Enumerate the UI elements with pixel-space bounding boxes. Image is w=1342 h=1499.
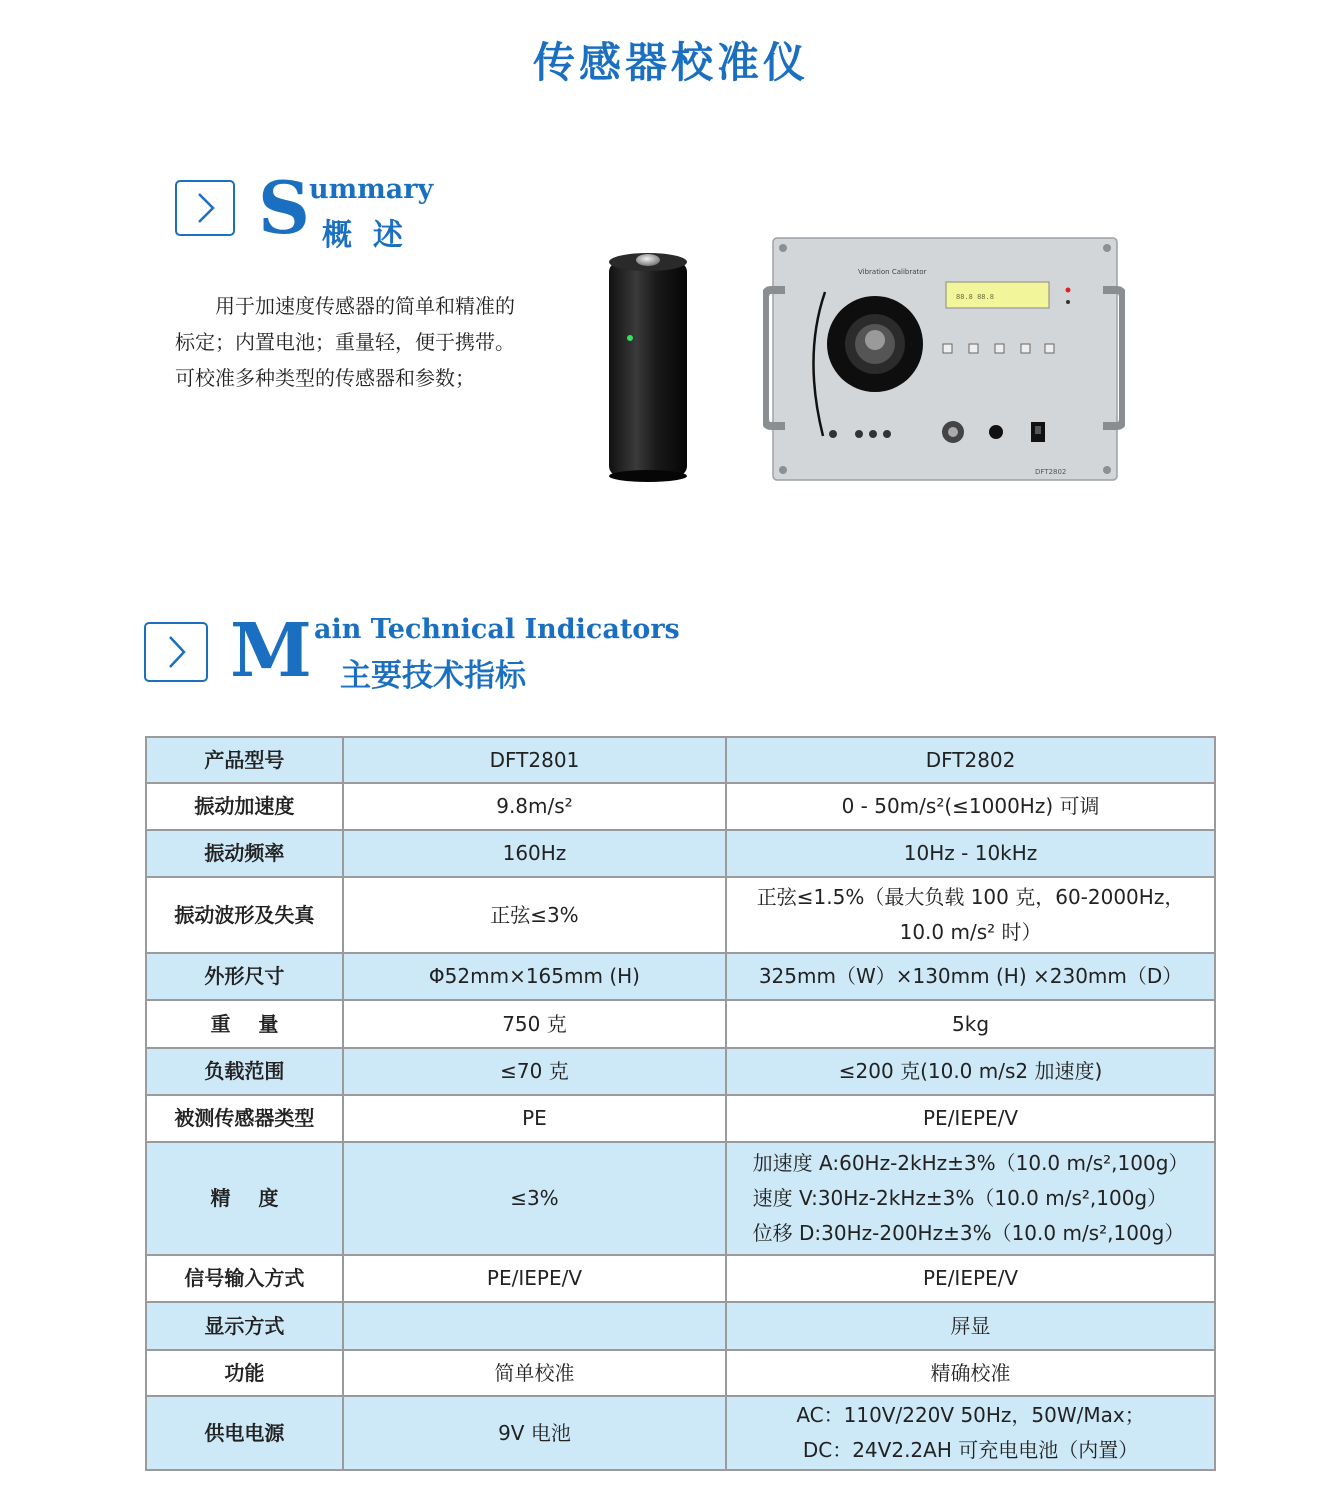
row-label: 负载范围 <box>146 1048 343 1095</box>
panel-title-text: Vibration Calibrator <box>858 268 927 276</box>
dft2802-value: 10Hz - 10kHz <box>726 830 1215 877</box>
table-row <box>146 1000 1215 1048</box>
table-row <box>146 737 1215 783</box>
table-row <box>146 953 1215 1000</box>
dft2802-value <box>726 1142 1215 1255</box>
dft2802-value: 5kg <box>726 1000 1215 1048</box>
dft2801-value: PE/IEPE/V <box>343 1255 726 1302</box>
value-line: DC：24V2.2AH 可充电电池（内置） <box>802 1438 1139 1462</box>
indicators-initial: M <box>230 608 312 694</box>
row-label: 显示方式 <box>146 1302 343 1350</box>
dft2802-value: ≤200 克(10.0 m/s2 加速度) <box>726 1048 1215 1095</box>
dft2801-value <box>343 1302 726 1350</box>
table-row <box>146 1142 1215 1255</box>
indicators-heading-en: ain Technical Indicators <box>314 614 680 645</box>
table-row <box>146 877 1215 953</box>
row-label: 振动加速度 <box>146 783 343 830</box>
row-label: 功能 <box>146 1350 343 1396</box>
value-line: 加速度 A:60Hz-2kHz±3%（10.0 m/s²,100g） <box>752 1151 1189 1175</box>
dft2802-value: 精确校准 <box>726 1350 1215 1396</box>
dft2801-value: DFT2801 <box>343 737 726 783</box>
dft2802-value <box>726 1396 1215 1470</box>
dft2801-value: ≤70 克 <box>343 1048 726 1095</box>
summary-initial: S <box>258 165 310 250</box>
dft2802-value: DFT2802 <box>726 737 1215 783</box>
dft2801-value: Φ52mm×165mm (H) <box>343 953 726 1000</box>
value-line: 10.0 m/s² 时） <box>899 920 1042 944</box>
row-label: 被测传感器类型 <box>146 1095 343 1142</box>
table-row <box>146 783 1215 830</box>
summary-heading-en: ummary <box>309 174 434 205</box>
table-row <box>146 1350 1215 1396</box>
dft2802-product-image <box>763 236 1125 484</box>
summary-chevron-icon <box>175 180 235 236</box>
table-row <box>146 1302 1215 1350</box>
dft2801-value: 9V 电池 <box>343 1396 726 1470</box>
summary-text: 用于加速度传感器的简单和精准的标定；内置电池；重量轻，便于携带。可校准多种类型的传感器和参数； <box>175 294 515 390</box>
table-row <box>146 1255 1215 1302</box>
table-row <box>146 1095 1215 1142</box>
row-label: 供电电源 <box>146 1396 343 1470</box>
row-label: 外形尺寸 <box>146 953 343 1000</box>
dft2802-value: 325mm（W）×130mm (H) ×230mm（D） <box>726 953 1215 1000</box>
table-row <box>146 830 1215 877</box>
dft2802-value: PE/IEPE/V <box>726 1255 1215 1302</box>
dft2802-value: 0 - 50m/s²(≤1000Hz) 可调 <box>726 783 1215 830</box>
dft2801-product-image <box>607 250 689 482</box>
row-label: 振动频率 <box>146 830 343 877</box>
spec-table <box>145 736 1216 1471</box>
row-label: 信号输入方式 <box>146 1255 343 1302</box>
dft2802-value: PE/IEPE/V <box>726 1095 1215 1142</box>
panel-model-text: DFT2802 <box>1035 468 1067 476</box>
dft2801-value: ≤3% <box>343 1142 726 1255</box>
table-row <box>146 1048 1215 1095</box>
value-line: AC：110V/220V 50Hz，50W/Max； <box>796 1403 1145 1427</box>
value-line: 位移 D:30Hz-200Hz±3%（10.0 m/s²,100g） <box>752 1221 1185 1245</box>
dft2801-value: 正弦≤3% <box>343 877 726 953</box>
row-label: 产品型号 <box>146 737 343 783</box>
table-row <box>146 1396 1215 1470</box>
dft2801-value: 750 克 <box>343 1000 726 1048</box>
value-line: 正弦≤1.5%（最大负载 100 克，60-2000Hz， <box>756 885 1185 909</box>
dft2802-value <box>726 877 1215 953</box>
row-label: 精 度 <box>146 1142 343 1255</box>
summary-heading-cn: 概 述 <box>322 218 403 253</box>
indicators-heading-cn: 主要技术指标 <box>340 658 526 694</box>
indicators-chevron-icon <box>144 622 208 682</box>
row-label: 重 量 <box>146 1000 343 1048</box>
dft2801-value: 简单校准 <box>343 1350 726 1396</box>
dft2801-value: 160Hz <box>343 830 726 877</box>
dft2801-value: PE <box>343 1095 726 1142</box>
svg-text:88.8 88.8: 88.8 88.8 <box>956 293 994 301</box>
page-title: 传感器校准仪 <box>532 38 809 87</box>
dft2801-value: 9.8m/s² <box>343 783 726 830</box>
row-label: 振动波形及失真 <box>146 877 343 953</box>
value-line: 速度 V:30Hz-2kHz±3%（10.0 m/s²,100g） <box>752 1186 1168 1210</box>
dft2802-value: 屏显 <box>726 1302 1215 1350</box>
